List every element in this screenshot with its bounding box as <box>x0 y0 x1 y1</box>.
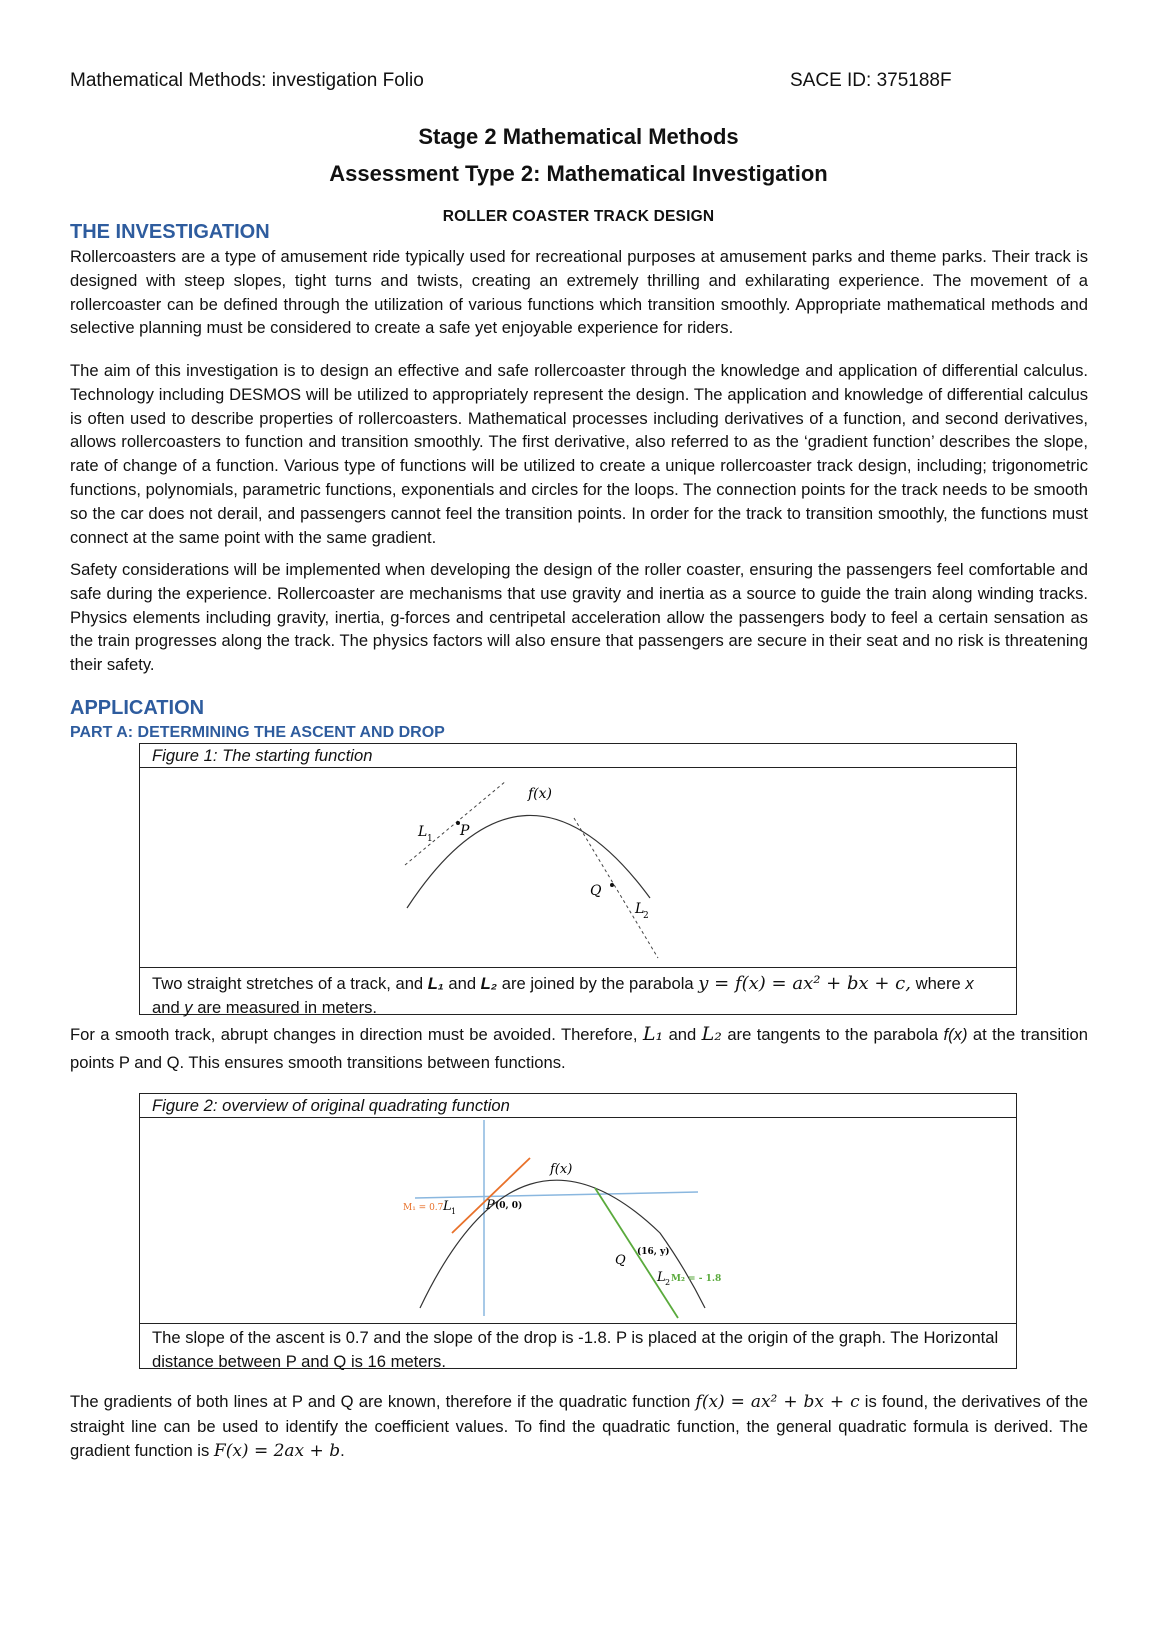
fx-symbol: f(x) <box>943 1025 968 1044</box>
q-label: Q <box>615 1253 626 1268</box>
application-heading: APPLICATION <box>70 697 205 719</box>
p-coordinate: (0, 0) <box>495 1201 523 1211</box>
tangent-line-l2 <box>574 818 658 958</box>
text: at the transition points P and Q. This ensures smooth transitions between functions. <box>70 1025 1088 1072</box>
text: The gradients of both lines at P and Q are known, therefore if the quadratic function <box>70 1392 696 1411</box>
x-axis <box>415 1192 698 1198</box>
investigation-heading: THE INVESTIGATION <box>70 221 270 243</box>
l2-subscript: 2 <box>665 1278 671 1287</box>
part-a-heading: PART A: DETERMINING THE ASCENT AND DROP <box>70 724 445 741</box>
m1-label: M₁ = 0.7 <box>403 1203 444 1213</box>
figure-2 <box>139 1093 1017 1369</box>
header-left: Mathematical Methods: investigation Folio <box>70 70 424 91</box>
point-q-marker <box>610 883 614 887</box>
l1-subscript: 1 <box>451 1207 457 1216</box>
l2-subscript: 2 <box>643 911 649 921</box>
smooth-track-paragraph <box>70 1020 1088 1077</box>
q-coordinate: (16, y) <box>637 1247 670 1257</box>
tangent-line-l1 <box>405 781 506 865</box>
l2-label: L <box>657 1270 666 1285</box>
fx-label: f(x) <box>528 786 553 802</box>
gradient-equation: F(x) = 2ax + b <box>213 1440 341 1461</box>
figure-1-graphic <box>140 768 1016 968</box>
figure-2-note: The slope of the ascent is 0.7 and the slope of the drop is -1.8. P is placed at the origin of the graph. The Horizontal distance between P and Q is 16 meters. <box>152 1328 999 1371</box>
l1-symbol: L₁ <box>642 1023 664 1045</box>
figure-2-caption: Figure 2: overview of original quadrating function <box>140 1094 1016 1118</box>
l2-label: L <box>635 901 645 917</box>
parabola-curve <box>407 815 650 908</box>
q-label: Q <box>590 883 602 899</box>
fx-label: f(x) <box>550 1162 573 1177</box>
note-l1: L₁ <box>427 974 444 993</box>
text: For a smooth track, abrupt changes in direction must be avoided. Therefore, <box>70 1025 643 1044</box>
text: . <box>340 1440 345 1460</box>
investigation-paragraph-2: The aim of this investigation is to design an effective and safe rollercoaster through the knowledge and application of differential calculus. Technology including DESMOS will be utilized to appropriately represent the design. The application and knowledge of differential calculus is often used to describe properties of rollercoasters. Mathematical processes including derivatives of a function, and second derivatives, allows rollercoasters to function and transition smoothly. The first derivative, also referred to as the ‘gradient function’ describes the slope, rate of change of a function. Various type of functions will be utilized to create a unique rollercoaster track design, including; trigonometric functions, polynomials, parametric functions, exponentials and circles for the loops. The connection points for the track needs to be smooth so the car does not derail, and passengers cannot feel the transition points. In order for the track to transition smoothly, the functions must connect at the same point with the same gradient. <box>70 361 1089 547</box>
note-equation: y = f(x) = ax² + bx + c, <box>698 973 911 994</box>
note-text: and <box>443 974 481 993</box>
l2-symbol: L₂ <box>701 1023 722 1045</box>
l1-label: L <box>443 1199 452 1214</box>
l1-label: L <box>418 824 428 840</box>
l1-subscript: 1 <box>427 834 433 844</box>
figure-1-diagram <box>140 768 1015 966</box>
final-paragraph <box>70 1390 1088 1463</box>
text: are tangents to the parabola <box>721 1025 944 1044</box>
figure-1-note <box>140 968 1016 1019</box>
quadratic-equation: f(x) = ax² + bx + c <box>695 1392 860 1412</box>
parabola-curve <box>420 1180 705 1308</box>
investigation-paragraph-1: Rollercoasters are a type of amusement ride typically used for recreational purposes at amusement parks and theme parks. Their track is designed with steep slopes, tight turns and twists, creating an extremely thrilling and exhilarating experience. The movement of a rollercoaster can be defined through the utilization of various functions which transition smoothly. Appropriate mathematical methods and selective planning must be considered to create a safe yet enjoyable experience for riders. <box>70 247 1088 338</box>
note-l2: L₂ <box>480 974 498 993</box>
m2-label: M₂ = - 1.8 <box>671 1274 722 1284</box>
note-and-2: and <box>152 997 185 1017</box>
note-text: Two straight stretches of a track, and <box>152 974 428 993</box>
subtitle: ROLLER COASTER TRACK DESIGN <box>442 208 715 225</box>
text: and <box>663 1025 702 1044</box>
note-text: are joined by the parabola <box>497 974 699 993</box>
figure-2-diagram <box>140 1118 1015 1322</box>
p-label: P <box>486 1198 495 1213</box>
title-line-1: Stage 2 Mathematical Methods <box>418 124 739 149</box>
note-text: are measured in meters. <box>192 997 378 1017</box>
note-text: where <box>910 974 966 993</box>
text: is found, the derivatives of the straight line can be used to identify the coefficient values. To find the quadratic function, the general quadratic formula is derived. The gradient function is <box>70 1392 1089 1460</box>
header-right: SACE ID: 375188F <box>790 70 952 91</box>
figure-1 <box>139 743 1017 1015</box>
investigation-paragraph-3: Safety considerations will be implemented when developing the design of the roller coaster, ensuring the passengers feel comfortable and safe during the experience. Rollercoaster are mechanisms that use gravity and inertia as a source to guide the train along winding tracks. Physics elements including gravity, inertia, g-forces and centripetal acceleration allow the passengers body to feel a certain sensation as the train progresses along the track. The physics factors will also ensure that passengers are secure in their seat and no risk is threatening their safety. <box>70 560 1088 675</box>
p-label: P <box>460 823 470 839</box>
figure-2-graphic <box>140 1118 1016 1324</box>
figure-1-caption: Figure 1: The starting function <box>140 744 1016 768</box>
note-x: x <box>965 974 974 993</box>
title-line-2: Assessment Type 2: Mathematical Investigation <box>329 161 828 186</box>
note-y: y <box>184 997 193 1017</box>
